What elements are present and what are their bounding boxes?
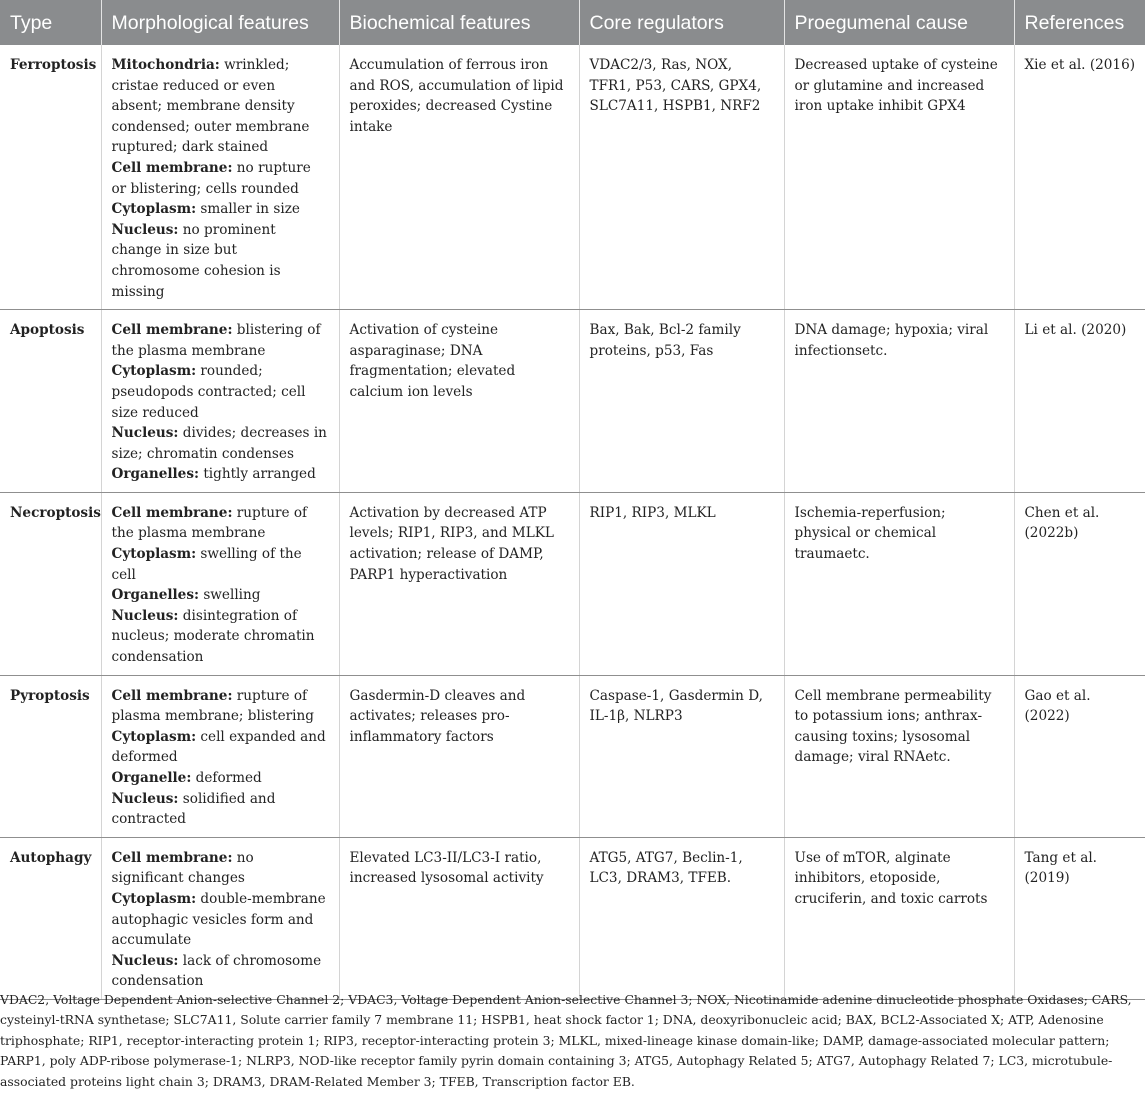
- cell-proegumenal-cause: Decreased uptake of cysteine or glutamine and increased iron uptake inhibit GPX4: [784, 45, 1014, 310]
- morph-item: [112, 423, 329, 464]
- table-row: [0, 492, 1145, 675]
- morph-text: lack of chromosome condensation: [111, 952, 322, 990]
- morph-label: Cytoplasm:: [111, 728, 197, 745]
- morph-item: [112, 544, 329, 585]
- morph-text: no significant changes: [111, 849, 254, 887]
- morph-item: [112, 889, 329, 951]
- morph-item: [112, 158, 329, 199]
- cell-core-regulators: ATG5, ATG7, Beclin-1, LC3, DRAM3, TFEB.: [579, 837, 784, 999]
- morph-item: [112, 585, 329, 606]
- morph-text: solidified and contracted: [111, 790, 276, 828]
- cell-morphological-features: [101, 492, 339, 675]
- cell-proegumenal-cause: DNA damage; hypoxia; viral infectionsetc.: [784, 310, 1014, 493]
- cell-type: Apoptosis: [0, 310, 101, 493]
- morph-label: Cytoplasm:: [111, 890, 197, 907]
- table-row: [0, 675, 1145, 837]
- morph-item: [112, 503, 329, 544]
- morph-text: no prominent change in size but chromosome cohesion is missing: [111, 221, 281, 300]
- cell-reference: Tang et al. (2019): [1014, 837, 1145, 999]
- cell-core-regulators: Caspase-1, Gasdermin D, IL-1β, NLRP3: [579, 675, 784, 837]
- table-row: [0, 837, 1145, 999]
- morph-item: [112, 220, 329, 302]
- morph-text: rounded; pseudopods contracted; cell size reduced: [111, 363, 306, 421]
- cell-core-regulators: RIP1, RIP3, MLKL: [579, 492, 784, 675]
- cell-proegumenal-cause: Cell membrane permeability to potassium ions; anthrax-causing toxins; lysosomal damage; viral RNAetc.: [784, 675, 1014, 837]
- cell-reference: Xie et al. (2016): [1014, 45, 1145, 310]
- cell-proegumenal-cause: Ischemia-reperfusion; physical or chemical traumaetc.: [784, 492, 1014, 675]
- morph-label: Organelle:: [111, 770, 192, 786]
- morph-label: Nucleus:: [111, 425, 179, 442]
- table-row: [0, 310, 1145, 493]
- morph-text: swelling: [199, 587, 261, 604]
- cell-morphological-features: [101, 675, 339, 837]
- morph-text: tightly arranged: [199, 466, 316, 483]
- morph-label: Cell membrane:: [111, 849, 233, 866]
- header-core-regulators: Core regulators: [579, 0, 784, 45]
- cell-biochemical-features: Accumulation of ferrous iron and ROS, accumulation of lipid peroxides; decreased Cystine intake: [339, 45, 579, 310]
- header-type: Type: [0, 0, 101, 45]
- cell-core-regulators: Bax, Bak, Bcl-2 family proteins, p53, Fas: [579, 310, 784, 493]
- header-references: References: [1014, 0, 1145, 45]
- cell-reference: Chen et al. (2022b): [1014, 492, 1145, 675]
- morph-item: [112, 606, 329, 668]
- morph-text: disintegration of nucleus; moderate chromatin condensation: [111, 607, 315, 666]
- morph-label: Nucleus:: [111, 221, 179, 238]
- morph-label: Nucleus:: [111, 952, 179, 969]
- morph-label: Nucleus:: [111, 790, 179, 807]
- cell-morphological-features: [101, 45, 339, 310]
- morph-label: Organelles:: [111, 587, 199, 604]
- morph-text: wrinkled; cristae reduced or even absent; membrane density condensed; outer membrane ruptured; dark stained: [111, 57, 310, 156]
- morph-label: Cell membrane:: [111, 687, 233, 704]
- morph-text: swelling of the cell: [111, 546, 302, 583]
- morph-item: [112, 464, 329, 485]
- morph-item: [112, 789, 329, 830]
- cell-biochemical-features: Activation of cysteine asparaginase; DNA fragmentation; elevated calcium ion levels: [339, 310, 579, 493]
- morph-item: [112, 320, 329, 361]
- header-morphological-features: Morphological features: [101, 0, 339, 45]
- cell-type: Necroptosis: [0, 492, 101, 675]
- morph-item: [112, 727, 329, 768]
- header-proegumenal-cause: Proegumenal cause: [784, 0, 1014, 45]
- cell-type: Pyroptosis: [0, 675, 101, 837]
- cell-type: Ferroptosis: [0, 45, 101, 310]
- morph-text: smaller in size: [196, 201, 300, 218]
- table-body: [0, 45, 1145, 999]
- cell-proegumenal-cause: Use of mTOR, alginate inhibitors, etoposide, cruciferin, and toxic carrots: [784, 837, 1014, 999]
- cell-morphological-features: [101, 837, 339, 999]
- morph-label: Mitochondria:: [111, 57, 220, 73]
- morph-item: [112, 848, 329, 889]
- morph-item: [112, 199, 329, 220]
- cell-biochemical-features: Gasdermin-D cleaves and activates; releases pro-inflammatory factors: [339, 675, 579, 837]
- morph-label: Cell membrane:: [111, 322, 233, 339]
- cell-morphological-features: [101, 310, 339, 493]
- table-header: [0, 0, 1145, 45]
- morph-text: rupture of the plasma membrane: [111, 504, 308, 542]
- cell-reference: Gao et al. (2022): [1014, 675, 1145, 837]
- cell-core-regulators: VDAC2/3, Ras, NOX, TFR1, P53, CARS, GPX4, SLC7A11, HSPB1, NRF2: [579, 45, 784, 310]
- morph-label: Nucleus:: [111, 607, 179, 624]
- morph-text: blistering of the plasma membrane: [111, 322, 321, 359]
- morph-label: Cell membrane:: [111, 504, 233, 521]
- morph-text: cell expanded and deformed: [111, 728, 326, 766]
- morph-text: deformed: [191, 770, 262, 786]
- morph-item: [112, 686, 329, 727]
- morph-label: Cytoplasm:: [111, 546, 197, 563]
- morph-label: Cytoplasm:: [111, 201, 197, 218]
- cell-biochemical-features: Activation by decreased ATP levels; RIP1, RIP3, and MLKL activation; release of DAMP, PARP1 hyperactivation: [339, 492, 579, 675]
- morph-label: Organelles:: [111, 466, 199, 483]
- header-row: [0, 0, 1145, 45]
- morph-text: no rupture or blistering; cells rounded: [111, 159, 311, 197]
- morph-label: Cytoplasm:: [111, 363, 197, 380]
- header-biochemical-features: Biochemical features: [339, 0, 579, 45]
- cell-type: Autophagy: [0, 837, 101, 999]
- morph-text: double-membrane autophagic vesicles form and accumulate: [111, 890, 326, 949]
- morph-item: [112, 951, 329, 992]
- cell-biochemical-features: Elevated LC3-II/LC3-I ratio, increased lysosomal activity: [339, 837, 579, 999]
- cell-reference: Li et al. (2020): [1014, 310, 1145, 493]
- morph-label: Cell membrane:: [111, 159, 233, 176]
- table-footnote: VDAC2, Voltage Dependent Anion-selective Channel 2; VDAC3, Voltage Dependent Anion-selective Channel 3; NOX, Nicotinamide adenine dinucleotide phosphate Oxidases; CARS, cysteinyl-tRNA synthetase; SLC7A11, Solute carrier family 7 membrane 11; HSPB1, heat shock factor 1; DNA, deoxyribonucleic acid; BAX, BCL2-Associated X; ATP, Adenosine triphosphate; RIP1, receptor-interacting protein 1; RIP3, receptor-interacting protein 3; MLKL, mixed-lineage kinase domain-like; DAMP, damage-associated molecular pattern; PARP1, poly ADP-ribose polymerase-1; NLRP3, NOD-like receptor family pyrin domain containing 3; ATG5, Autophagy Related 5; ATG7, Autophagy Related 7; LC3, microtubule-associated proteins light chain 3; DRAM3, DRAM-Related Member 3; TFEB, Transcription factor EB.: [0, 992, 1132, 1089]
- morph-text: rupture of plasma membrane; blistering: [111, 687, 314, 725]
- morph-item: [112, 768, 329, 789]
- table-row: [0, 45, 1145, 310]
- morph-item: [112, 55, 329, 158]
- morph-item: [112, 361, 329, 423]
- morph-text: divides; decreases in size; chromatin condenses: [111, 425, 327, 462]
